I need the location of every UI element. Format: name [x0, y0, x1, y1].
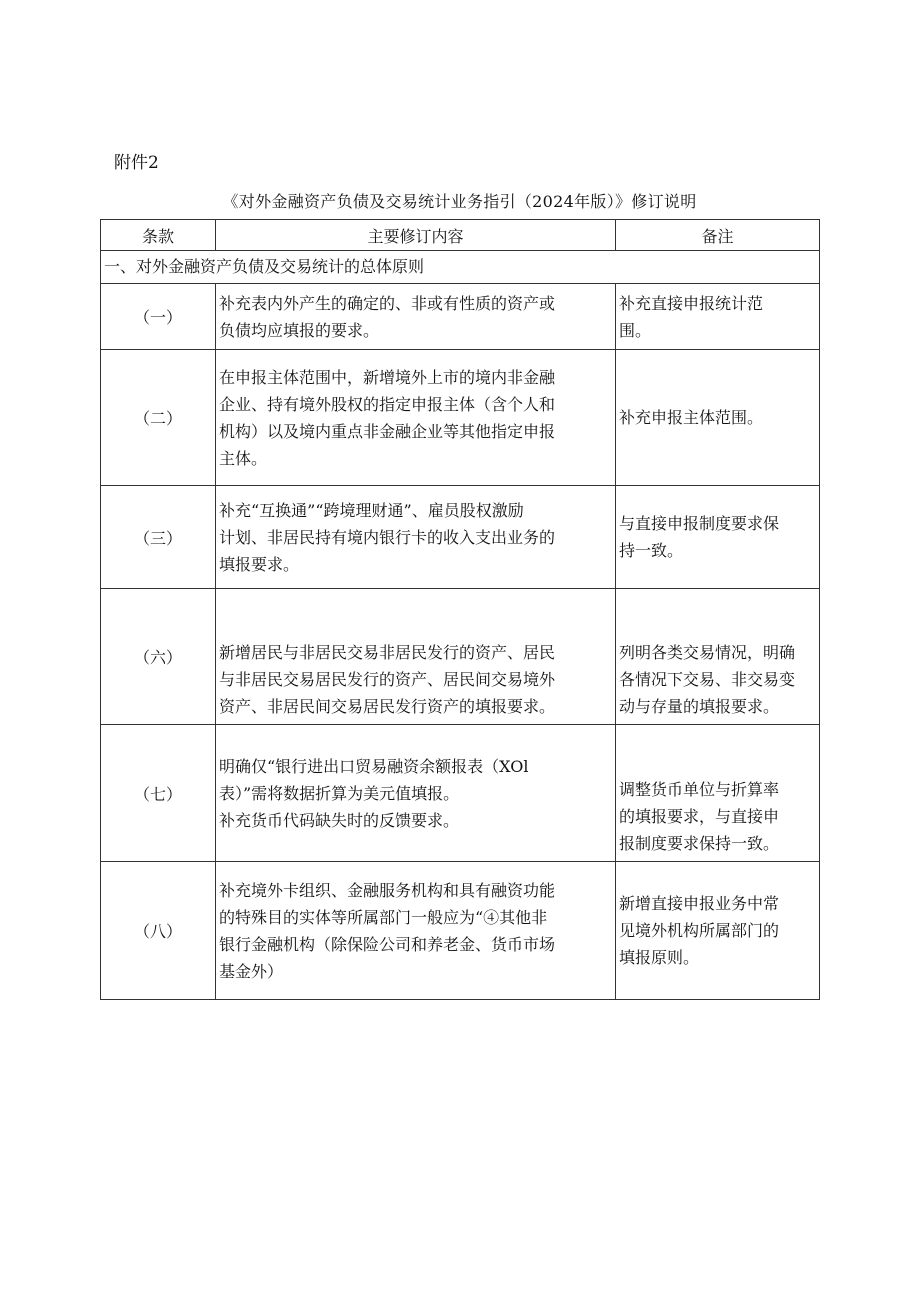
note-cell [616, 284, 820, 350]
clause-cell: （一） [101, 284, 216, 350]
note-line: 新增直接申报业务中常 [619, 894, 780, 913]
note-line: 各情况下交易、非交易变 [619, 670, 796, 689]
note-line: 报制度要求保持一致。 [619, 834, 780, 853]
header-clause: 条款 [101, 220, 216, 251]
note-cell [616, 350, 820, 486]
content-line: 主体。 [219, 448, 268, 468]
content-line: 新增居民与非居民交易非居民发行的资产、居民 [219, 643, 556, 662]
content-line: 补充货币代码缺失时的反馈要求。 [219, 810, 460, 830]
content-line: 基金外） [219, 961, 284, 981]
note-line: 调整货币单位与折算率 [619, 780, 780, 799]
table-row [101, 725, 820, 862]
clause-cell: （七） [101, 725, 216, 862]
section-row [101, 251, 820, 284]
content-line: 资产、非居民间交易居民发行资产的填报要求。 [219, 697, 556, 716]
content-line: 补充表内外产生的确定的、非或有性质的资产或 [219, 293, 556, 313]
content-line: 明确仅“银行进出口贸易融资余额报表（XOl [219, 756, 529, 776]
note-cell [616, 725, 820, 862]
document-title: 《对外金融资产负债及交易统计业务指引（2024年版）》修订说明 [222, 192, 697, 211]
content-line: 补充“互换通”“跨境理财通”、雇员股权激励 [219, 500, 524, 520]
note-line: 补充直接申报统计范 [619, 293, 764, 313]
content-line: 表）”需将数据折算为美元值填报。 [219, 783, 460, 803]
content-line: 填报要求。 [219, 554, 300, 574]
content-line: 与非居民交易居民发行的资产、居民间交易境外 [219, 670, 556, 689]
content-line: 负债均应填报的要求。 [219, 320, 380, 340]
table-header-row [101, 220, 820, 251]
note-line: 填报原则。 [619, 948, 700, 967]
content-line: 银行金融机构（除保险公司和养老金、货币市场 [219, 934, 556, 954]
clause-cell: （二） [101, 350, 216, 486]
clause-cell: （三） [101, 486, 216, 589]
note-line: 补充申报主体范围。 [619, 408, 764, 427]
revision-table [100, 219, 820, 1000]
note-line: 持一致。 [619, 541, 684, 560]
note-line: 的填报要求，与直接申 [619, 807, 780, 826]
header-content: 主要修订内容 [216, 220, 616, 251]
note-cell [616, 862, 820, 1000]
note-cell [616, 589, 820, 725]
clause-cell: （六） [101, 589, 216, 725]
attachment-label: 附件2 [114, 153, 159, 173]
table-row [101, 589, 820, 725]
note-line: 围。 [619, 320, 652, 340]
note-line: 动与存量的填报要求。 [619, 697, 780, 716]
note-line: 列明各类交易情况，明确 [619, 643, 796, 662]
section-title: 一、对外金融资产负债及交易统计的总体原则 [101, 251, 820, 284]
content-line: 机构）以及境内重点非金融企业等其他指定申报 [219, 421, 556, 441]
content-line: 企业、持有境外股权的指定申报主体（含个人和 [219, 394, 556, 414]
content-cell [216, 725, 616, 862]
content-cell [216, 862, 616, 1000]
table-row [101, 862, 820, 1000]
content-cell [216, 486, 616, 589]
note-line: 见境外机构所属部门的 [619, 921, 780, 940]
clause-cell: （八） [101, 862, 216, 1000]
note-cell [616, 486, 820, 589]
content-line: 在申报主体范围中，新增境外上市的境内非金融 [219, 367, 556, 387]
table-row [101, 486, 820, 589]
content-cell [216, 589, 616, 725]
table-row [101, 284, 820, 350]
header-note: 备注 [616, 220, 820, 251]
content-line: 计划、非居民持有境内银行卡的收入支出业务的 [219, 527, 556, 547]
content-line: 补充境外卡组织、金融服务机构和具有融资功能 [219, 880, 556, 900]
content-line: 的特殊目的实体等所属部门一般应为“④其他非 [219, 907, 548, 927]
content-cell [216, 284, 616, 350]
table-row [101, 350, 820, 486]
note-line: 与直接申报制度要求保 [619, 514, 780, 533]
content-cell [216, 350, 616, 486]
